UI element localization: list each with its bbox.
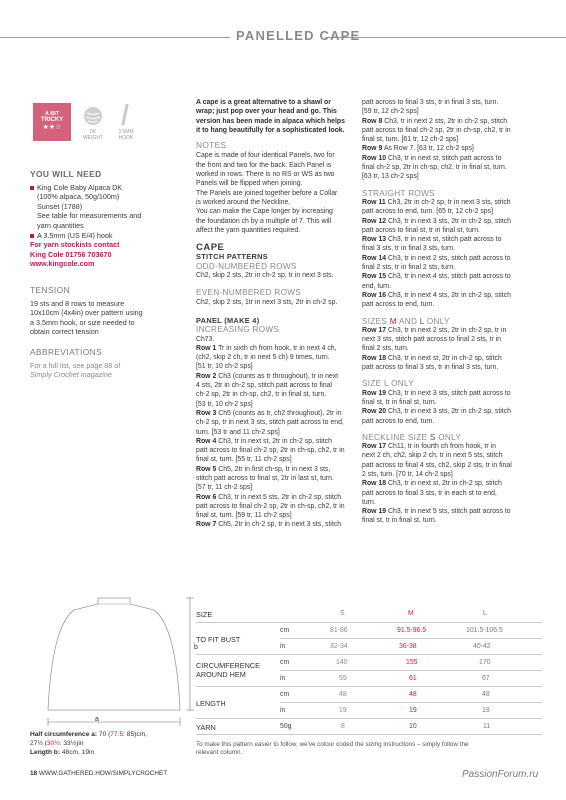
bullet-icon [30,234,34,238]
tension-line-1: 10x10cm (4x4in) over pattern using [30,308,143,318]
pattern-line: Row 7 Ch5, 2tr in ch-2 sp, tr in next 3 sts, stitch [196,521,342,529]
table-rule [196,686,542,687]
increasing-rows-continued [362,98,537,182]
bust-in-l: 40-42 [473,643,491,650]
stockist-url[interactable]: www.kingcole.com [30,259,95,269]
circ-in-s: 55 [339,675,347,682]
pattern-line: ch-2 sp, tr in next 3 sts, stitch patt across to end, [196,419,344,427]
pattern-line: (ch2, skip 2 ch, tr in next 5 ch) 9 times, turn. [196,354,330,362]
pattern-line: Row 4 Ch3, tr in next st, 2tr in ch-2 sp, stitch [196,437,332,445]
table-rule [196,734,542,735]
notes-line: the foundation ch by a multiple of 7. This will [196,217,332,225]
sizes-ml-and: AND [396,316,420,326]
diagram-caption [30,731,195,757]
row-label-circumference: CIRCUMFERENCE AROUND HEM [196,661,261,679]
yarn-s: 8 [341,723,345,730]
straight-rows-heading: STRAIGHT ROWS [362,188,435,198]
pattern-line: Row 5 Ch5, 2tr in first ch-sp, tr in next 3 sts, [196,465,331,473]
pattern-line: patt across to final ch-2 sp, 2tr in ch-sp, ch2, tr in [362,126,511,134]
unit-50g: 50g [280,723,292,730]
abbreviations-section [30,348,175,380]
pattern-line: final st, tr in final st, turn. [362,398,437,406]
page-title: PANELLED CAPE [236,28,361,43]
size-table [196,606,542,736]
notes-line: the front and two for the back. Each Panel is [196,161,332,169]
pattern-line: 2 sts, turn. [70 tr, 14 ch-2 sps] [362,470,453,478]
unit-in: in [280,707,286,714]
pattern-line: patt across to final ch-2 sp, 2tr in ch-sp, ch2, tr in [196,447,345,455]
circ-cm-s: 140 [336,659,348,666]
pattern-line: patt across to end, turn. [362,417,435,425]
pattern-line: final ch-2 sp, 2tr in ch-sp, ch2, tr in final st, turn. [362,164,507,172]
half-circ-in-m: 30½ [46,739,60,747]
hook-item [30,231,175,241]
half-circ-sep: : [123,731,127,738]
hook-line: A 3.5mm (US E/4) hook [37,230,113,240]
yarn-line-2: Sunset (1788) [37,201,83,211]
notes-line: Cape is made of four identical Panels, two for [196,152,335,160]
sizes-ml-rows [362,326,537,372]
length-cm-m: 48 [409,691,417,698]
table-note [196,741,542,758]
pattern-line: next 3 sts, stitch patt across to final 2 sts, tr in [362,336,502,344]
tension-heading: TENSION [30,285,71,295]
size-s: S [340,610,345,617]
odd-rows-line: Ch2, skip 2 sts, 2tr in ch-2 sp, tr in next 3 sts. [196,272,334,280]
row-label-length: LENGTH [196,699,226,708]
intro [196,98,364,135]
pattern-line: Row 16 Ch3, tr in next 4 sts, 2tr in ch-2 sp, stitch [362,291,511,299]
neckline-prefix: NECKLINE SIZE [362,432,430,442]
pattern-line: final st, tr in final st, turn. [362,517,437,525]
cape-heading: CAPE [196,242,225,254]
pattern-line: [53 tr, 10 ch-2 sps] [196,400,253,408]
notes-line: is worked around the Neckline. [196,198,291,206]
diagram-label-a: a [95,716,99,723]
length-in-m: 19 [409,707,417,714]
pattern-line: final st, turn. [61 tr, 12 ch-2 sps] [362,136,459,144]
hook-label: 3.5MM HOOK [118,129,134,141]
increasing-rows-heading: INCREASING ROWS [196,325,280,335]
intro-line: it to hang beautifully for a sophisticated look. [196,126,345,134]
pattern-line: Row 13 Ch3, tr in next st, stitch patt across to [362,236,502,244]
pattern-line: Row 11 Ch3, 2tr in ch-2 sp, tr in next 3 sts, stitch [362,198,511,206]
stitch-patterns-heading: STITCH PATTERNS [196,252,268,262]
pattern-line: Row 19 Ch3, tr in next 5 sts, stitch patt across to [362,508,511,516]
row-label-bust: TO FIT BUST [196,635,241,644]
pattern-line: Row 12 Ch3, tr in next 3 sts, 2tr in ch-2 sp, stitch [362,217,511,225]
pattern-line: Row 10 Ch3, tr in next st, stitch patt across to [362,154,502,162]
half-circ-in: 27½ ( [30,739,47,747]
you-will-need-section [30,170,175,269]
yarn-line-0: King Cole Baby Alpaca DK [37,182,123,192]
circ-in-m: 61 [409,675,417,682]
tension-line-3: obtain correct tension [30,327,99,337]
header-rule [0,37,230,38]
notes-line: affect the yarn quantities required. [196,226,301,234]
notes-line: You can make the Cape longer by increasing [196,208,333,216]
yarn-item [30,183,175,231]
hook-icon [119,104,131,126]
unit-cm: cm [280,627,290,634]
pattern-line: next 2 ch, ch2, skip 2 ch, tr in next 5 sts, stitch [362,452,503,460]
straight-rows-list [362,198,537,310]
stockist-line-0: For yarn stockists contact [30,240,120,250]
pattern-line: patt across to end, turn. [362,301,435,309]
middle-column [196,98,364,530]
table-rule [196,622,542,623]
sizes-ml-l: L [419,316,425,326]
footer-url[interactable]: WWW.GATHERED.HOW/SIMPLYCROCHET [38,770,168,777]
increasing-rows-list [196,344,364,530]
length-label: Length b: [30,748,61,756]
pattern-line: Row 2 Ch3 (counts as tr throughout), tr in next [196,372,339,380]
half-circ-unit: )cm, [134,731,147,738]
pattern-line: Row 18 Ch3, tr in next st, 2tr in ch-2 sp, stitch [362,480,502,488]
difficulty-line1: A BIT [44,111,60,117]
panel-heading: PANEL (MAKE 4) [196,315,260,325]
half-circ-value: 70 ( [97,731,111,738]
neckline-s: S [429,432,436,442]
length-cm-l: 48 [482,691,490,698]
unit-in: in [280,643,286,650]
pattern-line: 4 sts, 2tr in ch-2 sp, stitch patt across to final [196,382,332,390]
intro-line: version has been made in alpaca which helps [196,117,345,125]
pattern-line: Row 9 As Row 7. [63 tr, 12 ch-2 sps] [362,145,474,153]
sizes-ml-only: ONLY [424,316,450,326]
notes-line: worked in rows. There is no RS or WS as two [196,171,335,179]
pattern-line: [59 tr, 12 ch-2 sps] [362,108,419,116]
table-rule-thin [280,638,542,639]
right-column [362,98,537,526]
pattern-line: Row 17 Ch11, tr in fourth ch from hook, tr in [362,443,496,451]
bust-cm-m: 91.5-96.5 [397,627,427,634]
pattern-line: patt across to final ch-2 sp, 2tr in ch-sp, ch2, tr in [196,502,345,510]
yarn-line-4: yarn quantities [37,220,84,230]
bust-cm-s: 81-86 [330,627,348,634]
neckline-rows [362,442,537,526]
table-rule [196,718,542,719]
circ-in-l: 67 [482,675,490,682]
diagram-label-b: b [194,644,198,651]
pattern-line: final st, turn. [55 tr, 11 ch-2 sps] [196,456,292,464]
pattern-line: final 2 sts, tr in final 2 sts, turn. [362,264,456,272]
yarn-m: 10 [409,723,417,730]
pattern-line: patt across to final 4 sts, ch2, skip 2 sts, tr in final [362,461,512,469]
abbreviations-heading: ABBREVIATIONS [30,347,103,357]
tension-section [30,286,175,337]
bust-in-m: 36-38 [399,643,417,650]
pattern-line: final 2 sts, turn. [362,345,409,353]
bust-cm-l: 101.5-106.5 [466,627,503,634]
unit-cm: cm [280,691,290,698]
pattern-line: Row 20 Ch3, tr in next 3 sts, 2tr in ch-2 sp, stitch [362,408,511,416]
tension-line-0: 19 sts and 8 rows to measure [30,298,125,308]
weight-label: DK WEIGHT [83,129,103,141]
length-cm-s: 48 [339,691,347,698]
pattern-line: Row 6 Ch3, tr in next 5 sts, 2tr in ch-2 sp, stitch [196,493,342,501]
page-footer [30,770,167,777]
pattern-line: turn. [53 tr and 11 ch-2 sps] [196,428,280,436]
pattern-line: final 3 sts, tr in final 3 sts, turn. [362,245,456,253]
abbreviations-line-0: For a full list, see page 88 of [30,360,121,370]
unit-in: in [280,675,286,682]
notes-line: The Panels are joined together before a Collar [196,189,338,197]
size-l-rows [362,389,537,426]
table-note-line: relevant column. [196,749,243,757]
pattern-line: patt across to end, turn. [65 tr, 12 ch-2 sps] [362,208,493,216]
table-rule [196,654,542,655]
half-circ-l: 85 [126,731,135,738]
pattern-line: ch-2 sp, 2tr in ch-sp, ch2, tr in final st, turn. [196,391,327,399]
pattern-line: turn. [362,498,376,506]
difficulty-line2: TRICKY [40,117,64,123]
yarn-line-1: (100% alpaca, 50g/100m) [37,192,120,202]
pattern-line: Row 3 Ch5 (counts as tr, ch2 throughout), 2tr in [196,409,342,417]
pattern-line: Row 14 Ch3, tr in next 2 sts, stitch patt across to [362,254,511,262]
odd-rows-heading: ODD-NUMBERED ROWS [196,261,297,271]
intro-line: wrap; just pop over your head and go. This [196,108,337,116]
pattern-line: Row 18 Ch3, tr in next st, 2tr in ch-2 sp, stitch [362,354,502,362]
pattern-line: patt across to final 3 sts, tr in each st to end, [362,489,497,497]
circ-cm-l: 170 [479,659,491,666]
table-rule-thin [280,702,542,703]
sizes-ml-m: M [389,316,397,326]
pattern-line: patt across to final 3 sts, tr in final 3 sts, turn. [362,364,499,372]
table-rule-thin [280,670,542,671]
notes-line: Panels will be flipped when joining. [196,180,303,188]
intro-line: A cape is a great alternative to a shawl or [196,99,331,106]
length-in-s: 19 [339,707,347,714]
difficulty-badge-circle [33,103,71,141]
abbreviations-line-1: Simply Crochet magazine [30,370,112,380]
half-circ-m: 77.5 [110,731,124,738]
pattern-line: Row 17 Ch3, tr in next 2 sts, 2tr in ch-2 sp, tr in [362,326,507,334]
length-in-l: 19 [482,707,490,714]
half-circ-in-rest: : 33½)in [59,739,84,747]
tension-line-2: a 3.5mm hook, or size needed to [30,317,135,327]
pattern-line: [51 tr, 10 ch-2 sps] [196,363,253,371]
size-m: M [408,610,414,617]
header-rule-right [325,37,566,38]
yarn-ball-icon [84,107,102,125]
you-will-need-heading: YOU WILL NEED [30,169,102,179]
pattern-line: [63 tr, 13 ch-2 sps] [362,173,419,181]
notes-body [196,151,364,235]
bullet-icon [30,186,34,190]
unit-cm: cm [280,659,290,666]
size-l: L [483,610,487,617]
length-value: 48cm, 19in [60,748,95,756]
pattern-line: patt across to final st, tr in final st, turn. [362,226,480,234]
watermark: PassionForum.ru [462,769,539,780]
pattern-line: [57 tr, 11 ch-2 sps] [196,484,253,492]
size-label: SIZE [196,610,213,619]
neckline-heading [362,433,537,442]
page-number: 18 [30,770,38,777]
difficulty-stars: ★★☆ [42,124,62,131]
neckline-only: ONLY [435,432,462,442]
pattern-line: stitch patt across to final st, 2tr in last st, turn. [196,474,334,482]
pattern-line: Row 8 Ch3, tr in next 2 sts, 2tr in ch-2 sp, stitch [362,117,508,125]
stockist-info [30,240,175,269]
pattern-line: Row 15 Ch3, tr in next 4 sts, stitch patt across to [362,273,511,281]
pattern-line: end, turn. [362,282,392,290]
sizes-ml-heading [362,317,537,326]
bust-in-s: 32-34 [330,643,348,650]
ch73-line: Ch73. [196,335,215,343]
pattern-line: patt across to final 3 sts, tr in final 3 sts, turn. [362,99,499,106]
size-l-heading: SIZE L ONLY [362,379,414,389]
even-rows-line: Ch2, skip 2 sts, 1tr in next 3 sts, 2tr in ch-2 sp. [196,298,338,306]
circ-cm-m: 155 [406,659,418,666]
yarn-l: 11 [483,723,491,730]
notes-heading: NOTES [196,140,227,151]
yarn-line-3: See table for measurements and [37,211,142,221]
sizes-ml-prefix: SIZES [362,316,390,326]
pattern-line: Row 1 Tr in sixth ch from hook, tr in next 4 ch, [196,344,337,352]
half-circ-label: Half circumference a: [30,731,98,738]
table-note-line: To make this pattern easier to follow, we've colour coded the sizing instructions – simply follow the [196,741,469,748]
pattern-line: final st, turn. [59 tr, 11 ch-2 sps] [196,512,292,520]
row-label-yarn: YARN [196,723,216,732]
pattern-line: Row 19 Ch3, tr in next 3 sts, stitch patt across to [362,389,511,397]
even-rows-heading: EVEN-NUMBERED ROWS [196,288,302,298]
stockist-line-1: King Cole 01756 703670 [30,249,112,259]
